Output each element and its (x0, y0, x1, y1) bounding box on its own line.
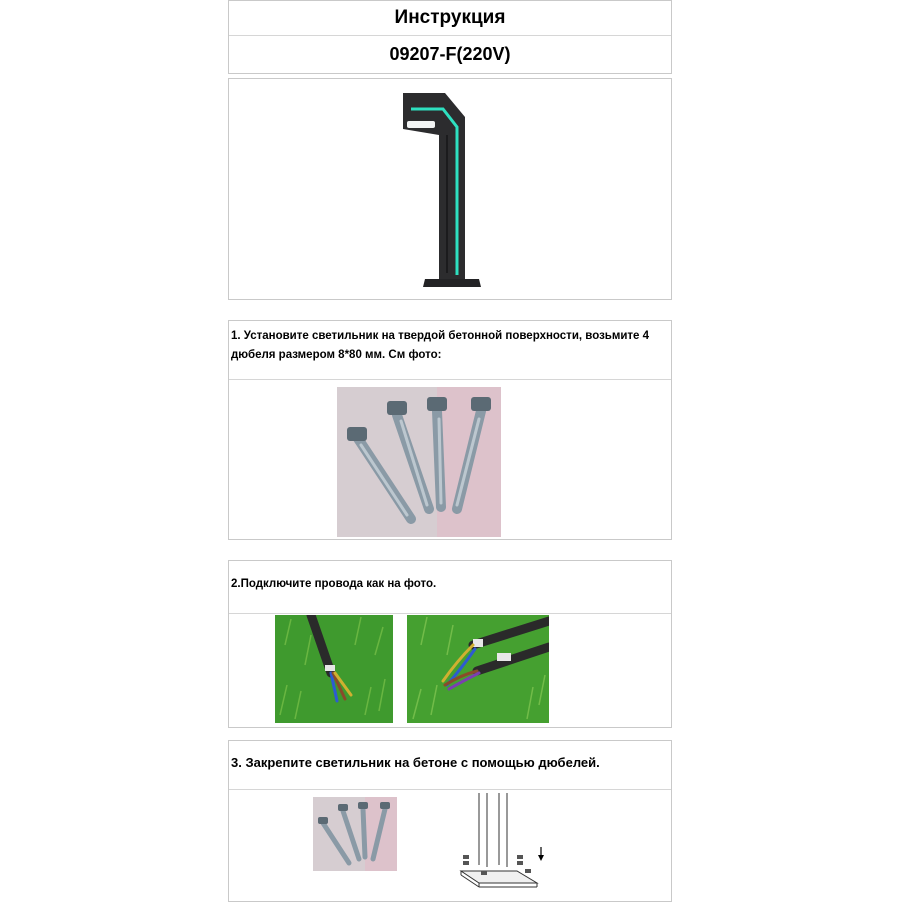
product-image-block (228, 78, 672, 300)
step-3-block (228, 740, 672, 902)
step-2-divider (229, 613, 671, 614)
step-1-block (228, 320, 672, 540)
anchor-bolts-small-photo-icon (313, 797, 397, 871)
wires-connected-on-grass-photo-icon (407, 615, 549, 723)
title-divider (229, 35, 671, 36)
step-1-divider (229, 379, 671, 380)
step-3-text: 3. Закрепите светильник на бетоне с помощью дюбелей. (231, 755, 600, 770)
document-title: Инструкция (394, 7, 506, 28)
lamp-base-mounting-diagram-icon (451, 791, 571, 895)
step-3-divider (229, 789, 671, 790)
step-1-text: 1. Установите светильник на твердой бетонной поверхности, возьмите 4 дюбеля размером 8*80 мм. См фото: (231, 330, 650, 361)
anchor-bolts-photo-icon (337, 387, 501, 537)
bollard-lamp-icon (399, 87, 509, 287)
step-2-block (228, 560, 672, 728)
title-block (228, 0, 672, 74)
model-number: 09207-F(220V) (389, 44, 511, 64)
step-2-text: 2.Подключите провода как на фото. (231, 578, 437, 590)
wires-on-grass-photo-icon (275, 615, 393, 723)
